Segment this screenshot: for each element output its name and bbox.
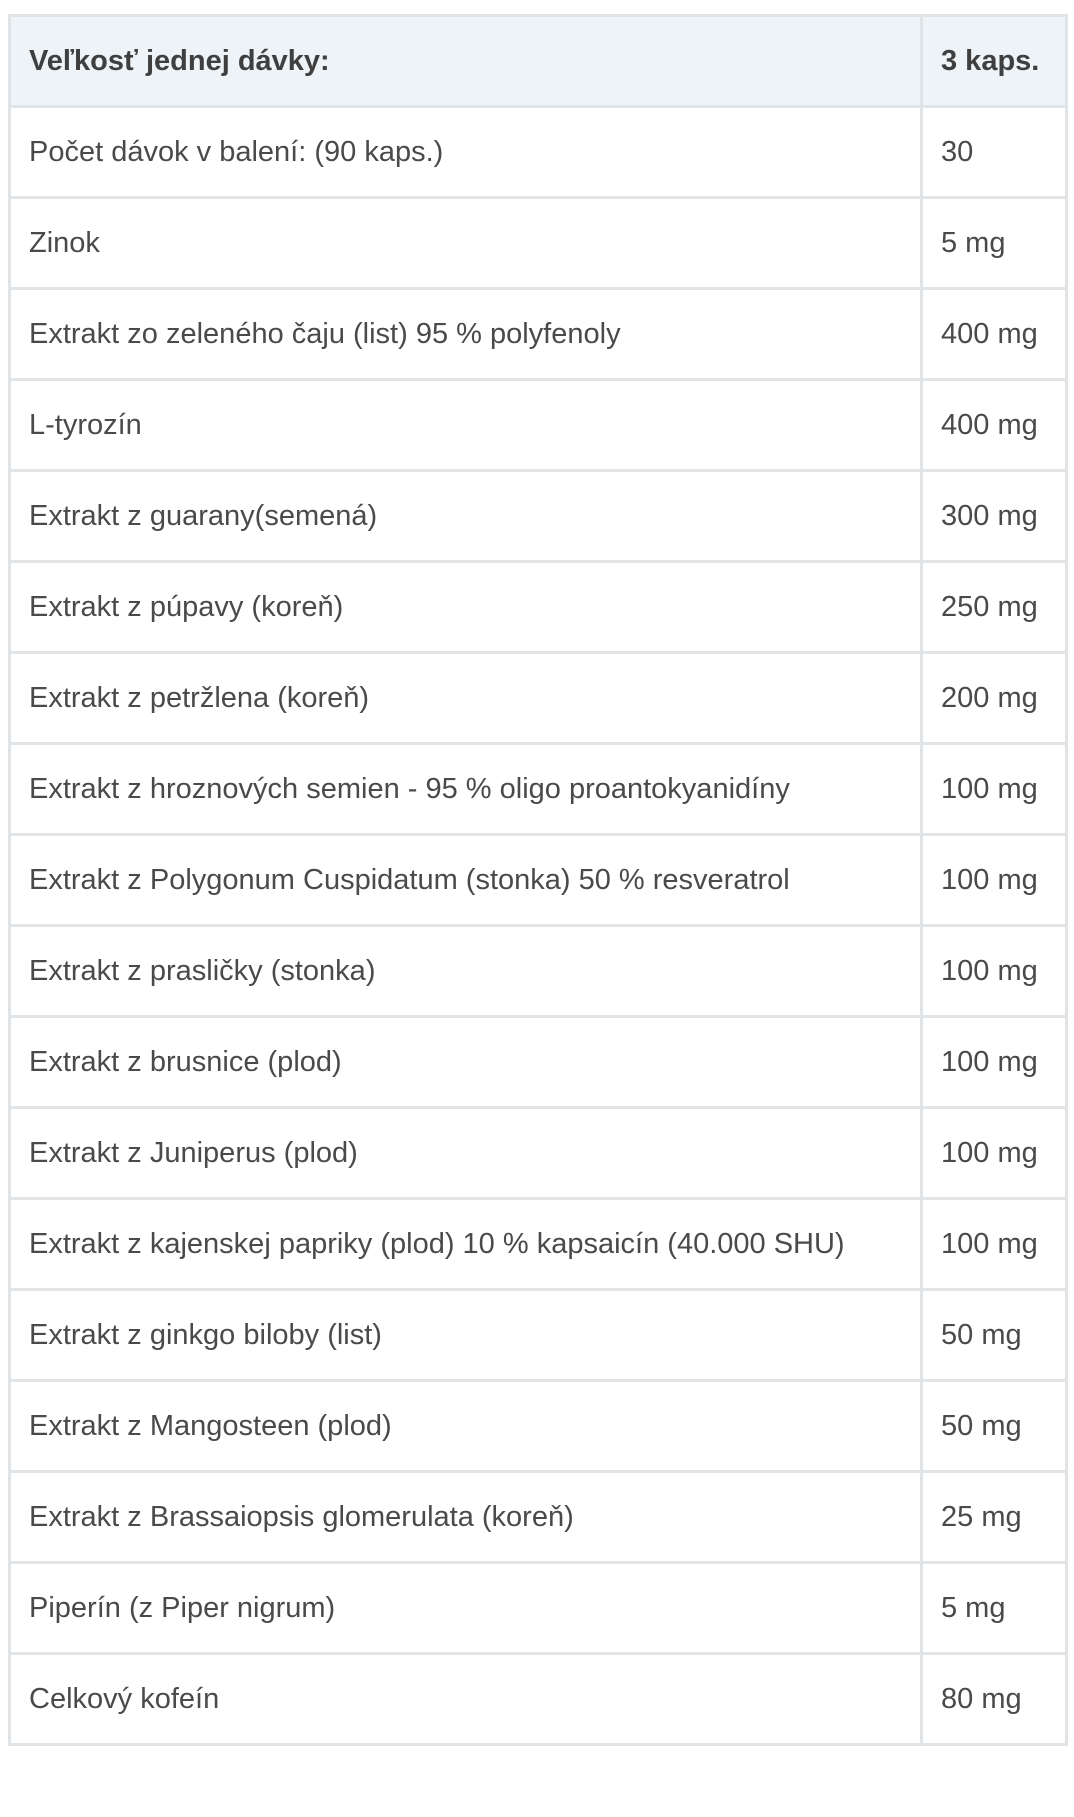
ingredient-name: Celkový kofeín	[10, 1654, 922, 1745]
ingredient-name: Piperín (z Piper nigrum)	[10, 1563, 922, 1654]
ingredient-name: Extrakt z hroznových semien - 95 % oligo proantokyanidíny	[10, 744, 922, 835]
table-row	[10, 1381, 1067, 1472]
ingredient-amount: 100 mg	[922, 926, 1067, 1017]
ingredient-amount: 100 mg	[922, 1199, 1067, 1290]
table-row	[10, 198, 1067, 289]
ingredient-name: Extrakt z prasličky (stonka)	[10, 926, 922, 1017]
ingredient-amount: 25 mg	[922, 1472, 1067, 1563]
table-row	[10, 1108, 1067, 1199]
ingredient-name: Extrakt z Polygonum Cuspidatum (stonka) 50 % resveratrol	[10, 835, 922, 926]
ingredient-amount: 100 mg	[922, 835, 1067, 926]
ingredient-amount: 5 mg	[922, 1563, 1067, 1654]
ingredient-name: Počet dávok v balení: (90 kaps.)	[10, 107, 922, 198]
table-row	[10, 107, 1067, 198]
ingredient-name: Extrakt z Mangosteen (plod)	[10, 1381, 922, 1472]
ingredient-name: Extrakt z ginkgo biloby (list)	[10, 1290, 922, 1381]
table-row	[10, 1654, 1067, 1745]
nutrition-table-container	[8, 14, 1065, 1746]
ingredient-name: Extrakt z púpavy (koreň)	[10, 562, 922, 653]
ingredient-name: Extrakt z petržlena (koreň)	[10, 653, 922, 744]
ingredient-amount: 5 mg	[922, 198, 1067, 289]
table-row	[10, 744, 1067, 835]
ingredient-amount: 300 mg	[922, 471, 1067, 562]
table-row	[10, 1290, 1067, 1381]
table-row	[10, 1472, 1067, 1563]
ingredient-amount: 100 mg	[922, 1108, 1067, 1199]
ingredient-amount: 400 mg	[922, 289, 1067, 380]
ingredient-amount: 30	[922, 107, 1067, 198]
serving-size-label: Veľkosť jednej dávky:	[10, 16, 922, 107]
serving-size-value: 3 kaps.	[922, 16, 1067, 107]
ingredient-amount: 200 mg	[922, 653, 1067, 744]
ingredient-amount: 50 mg	[922, 1290, 1067, 1381]
ingredient-name: Extrakt z brusnice (plod)	[10, 1017, 922, 1108]
ingredient-name: Extrakt zo zeleného čaju (list) 95 % polyfenoly	[10, 289, 922, 380]
nutrition-table	[8, 14, 1068, 1746]
table-row	[10, 380, 1067, 471]
table-header-row	[10, 16, 1067, 107]
ingredient-amount: 400 mg	[922, 380, 1067, 471]
ingredient-amount: 80 mg	[922, 1654, 1067, 1745]
table-row	[10, 562, 1067, 653]
table-row	[10, 471, 1067, 562]
ingredient-name: Extrakt z guarany(semená)	[10, 471, 922, 562]
ingredient-name: Extrakt z Juniperus (plod)	[10, 1108, 922, 1199]
ingredient-name: Extrakt z Brassaiopsis glomerulata (koreň)	[10, 1472, 922, 1563]
table-row	[10, 835, 1067, 926]
ingredient-amount: 100 mg	[922, 744, 1067, 835]
ingredient-name: Extrakt z kajenskej papriky (plod) 10 % kapsaicín (40.000 SHU)	[10, 1199, 922, 1290]
table-row	[10, 926, 1067, 1017]
table-row	[10, 1199, 1067, 1290]
ingredient-amount: 100 mg	[922, 1017, 1067, 1108]
table-row	[10, 1017, 1067, 1108]
table-row	[10, 653, 1067, 744]
ingredient-name: Zinok	[10, 198, 922, 289]
ingredient-amount: 250 mg	[922, 562, 1067, 653]
ingredient-name: L-tyrozín	[10, 380, 922, 471]
table-row	[10, 289, 1067, 380]
ingredient-amount: 50 mg	[922, 1381, 1067, 1472]
table-row	[10, 1563, 1067, 1654]
